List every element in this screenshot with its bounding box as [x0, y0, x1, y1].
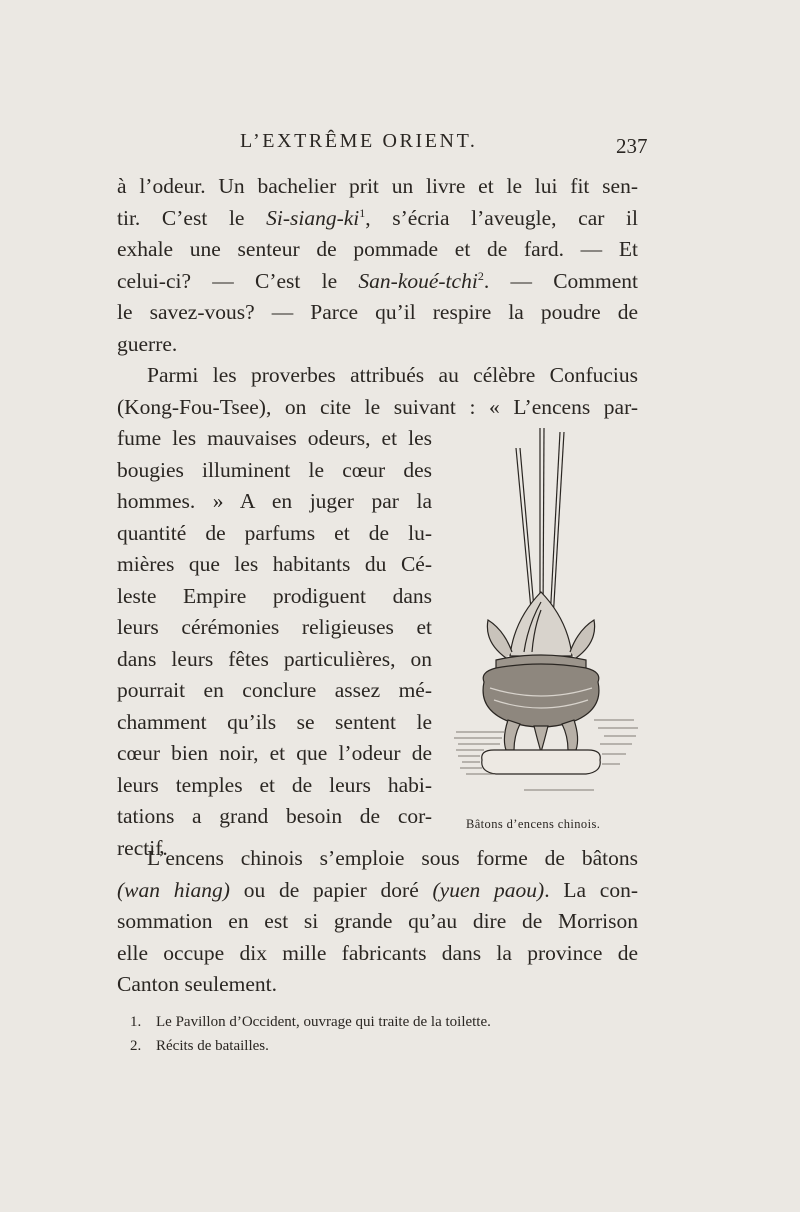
text-line: Parmi les proverbes attribués au célèbre Confucius: [147, 363, 638, 387]
text-line: cœur bien noir, et que l’odeur de: [117, 741, 432, 765]
paragraph-1: [117, 171, 638, 360]
italic-term: (wan hiang): [117, 877, 230, 902]
page-number: 237: [616, 134, 648, 158]
text-line: chamment qu’ils se sentent le: [117, 709, 432, 734]
text-line: exhale une senteur de pommade et de fard. — Et: [117, 237, 638, 261]
text-line: le savez-vous? — Parce qu’il respire la poudre de: [117, 300, 638, 324]
text-line: tations a grand besoin de cor-: [117, 804, 432, 828]
text-line: (wan hiang) ou de papier doré (yuen paou). La con-: [117, 877, 639, 902]
text-line: celui-ci? — C’est le San-koué-tchi$^2$. — Comment: [117, 268, 638, 293]
text-line: fume les mauvaises odeurs, et les: [117, 426, 432, 450]
paragraph-3: [117, 843, 638, 1001]
running-head: [0, 126, 800, 156]
text-line: (Kong-Fou-Tsee), on cite le suivant : « L’encens par-: [117, 394, 638, 419]
text-line: leurs temples et de leurs habi-: [117, 772, 432, 797]
running-title: L’EXTRÊME ORIENT.: [240, 130, 478, 152]
text-line: Canton seulement.: [117, 972, 278, 996]
text-line: sommation en est si grande qu’au dire de Morrison: [117, 909, 638, 933]
footnotes: [130, 1010, 650, 1058]
text-line: quantité de parfums et de lu-: [117, 520, 432, 545]
text-line: à l’odeur. Un bachelier prit un livre et le lui fit sen-: [117, 174, 638, 198]
text-line: rectif.: [117, 835, 168, 860]
text-line: L’encens chinois s’emploie sous forme de bâtons: [147, 846, 638, 870]
text-line: bougies illuminent le cœur des: [117, 457, 432, 482]
italic-title: San-koué-tchi: [358, 268, 478, 293]
footnote-ref: 2: [477, 268, 484, 283]
text-line: tir. C’est le $Si-siang-ki^1$, s’écria l’aveugle, car il: [117, 205, 638, 230]
footnote-ref: 1: [359, 205, 366, 220]
text-line: elle occupe dix mille fabricants dans la province de: [117, 940, 638, 965]
text-line: mières que les habitants du Cé-: [117, 552, 432, 576]
text-line: guerre.: [117, 331, 178, 356]
footnote-2: 2. Récits de batailles.: [130, 1038, 269, 1054]
incense-stick: [516, 448, 532, 620]
italic-title: Si-siang-ki: [266, 205, 360, 230]
figure-caption: Bâtons d’encens chinois.: [466, 817, 601, 831]
text-line: hommes. » A en juger par la: [117, 489, 432, 513]
incense-burner-illustration: [454, 420, 640, 835]
footnote-1: 1. Le Pavillon d’Occident, ouvrage qui traite de la toilette.: [130, 1014, 491, 1030]
text-line: pourrait en conclure assez mé-: [117, 678, 432, 702]
text-line: leste Empire prodiguent dans: [117, 583, 432, 608]
text-line: leurs cérémonies religieuses et: [117, 615, 432, 639]
italic-term: (yuen paou): [432, 877, 545, 902]
text-line: dans leurs fêtes particulières, on: [117, 646, 432, 671]
